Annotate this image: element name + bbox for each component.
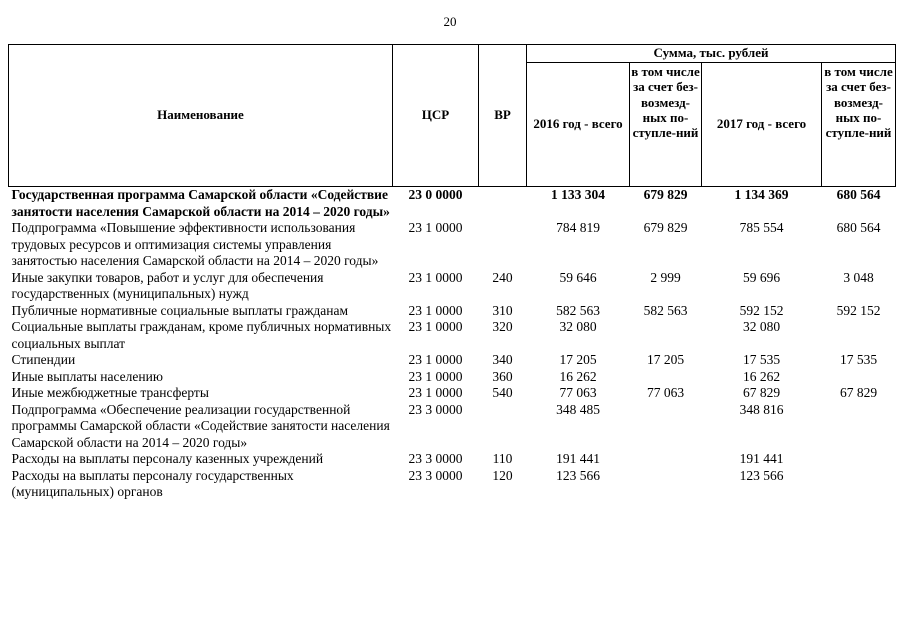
- cell-2016-free: [630, 468, 702, 501]
- cell-2017-total: 67 829: [742, 385, 781, 400]
- cell-2017-total: 348 816: [739, 401, 784, 417]
- table-row: [9, 352, 896, 369]
- table-row: [9, 451, 896, 468]
- cell-2017-total: 785 554: [739, 220, 784, 235]
- cell-csr: 23 1 0000: [408, 319, 463, 334]
- cell-name: Социальные выплаты гражданам, кроме публичных нормативных социальных выплат: [11, 319, 392, 351]
- table-row: [9, 402, 896, 452]
- table-row: [9, 319, 896, 352]
- cell-name: Подпрограмма «Повышение эффективности использования трудовых ресурсов и оптимизация системы управления занятостью населения Самарской области на 2014 – 2020 годы»: [11, 220, 379, 268]
- cell-name: Иные закупки товаров, работ и услуг для обеспечения государственных (муниципальных) нужд: [11, 269, 324, 301]
- cell-2016-free: [630, 402, 702, 452]
- cell-2017-total: 592 152: [739, 302, 784, 318]
- cell-2016-total: 191 441: [556, 451, 600, 466]
- cell-vr: [479, 220, 527, 270]
- table-row: [9, 369, 896, 386]
- cell-csr: 23 3 0000: [408, 451, 463, 466]
- table-row: [9, 303, 896, 320]
- cell-vr: 320: [492, 319, 513, 334]
- header-name: Наименование: [9, 45, 393, 187]
- cell-name: Публичные нормативные социальные выплаты гражданам: [11, 302, 349, 318]
- header-csr: ЦСР: [393, 45, 479, 187]
- cell-vr: 110: [492, 451, 513, 466]
- cell-name: Расходы на выплаты персоналу государственных (муниципальных) органов: [11, 467, 294, 499]
- cell-2017-free: 67 829: [839, 385, 878, 400]
- cell-2016-total: 784 819: [556, 220, 600, 235]
- cell-name: Иные межбюджетные трансферты: [11, 385, 209, 400]
- cell-2016-free: [630, 319, 702, 352]
- cell-name: Расходы на выплаты персоналу казенных учреждений: [11, 451, 324, 466]
- cell-name: Иные выплаты населению: [11, 368, 163, 384]
- cell-2017-total: 17 535: [742, 352, 781, 367]
- budget-table: [8, 44, 896, 501]
- table-row: [9, 220, 896, 270]
- cell-vr: 340: [492, 352, 513, 367]
- cell-name: Подпрограмма «Обеспечение реализации государственной программы Самарской области «Содействие занятости населения Самарской области на 2014 – 2020 годы»: [11, 401, 390, 450]
- cell-csr: 23 0 0000: [393, 187, 479, 221]
- cell-csr: 23 1 0000: [408, 368, 463, 384]
- cell-2017-total: 59 696: [742, 269, 781, 285]
- cell-2017-total: 123 566: [739, 467, 784, 483]
- cell-2017-free: [822, 451, 896, 468]
- table-row: [9, 385, 896, 402]
- page-number: 20: [443, 14, 457, 29]
- cell-vr: 310: [492, 302, 513, 318]
- cell-csr: 23 1 0000: [408, 269, 463, 285]
- cell-vr: 540: [492, 385, 513, 400]
- cell-2017-free: 3 048: [843, 269, 874, 285]
- cell-vr: 360: [492, 368, 513, 384]
- cell-csr: 23 1 0000: [408, 385, 463, 400]
- cell-csr: 23 1 0000: [408, 302, 463, 318]
- cell-csr: 23 3 0000: [408, 467, 463, 483]
- cell-2017-free: 17 535: [839, 352, 878, 367]
- cell-2016-total: 123 566: [556, 467, 600, 483]
- header-2016-total: 2016 год - всего: [527, 63, 630, 187]
- cell-vr: 120: [492, 467, 513, 483]
- cell-2016-free: 77 063: [646, 385, 685, 400]
- cell-2016-total: 17 205: [559, 352, 597, 367]
- header-2017-free: в том числе за счет без-возмезд-ных по-ступле-ний: [822, 63, 896, 187]
- cell-vr: 240: [492, 269, 513, 285]
- cell-vr: [479, 402, 527, 452]
- cell-2017-total: 191 441: [739, 451, 784, 466]
- cell-2017-free: [822, 319, 896, 352]
- cell-csr: 23 1 0000: [408, 220, 463, 235]
- cell-2016-free: [630, 369, 702, 386]
- table-row: [9, 187, 896, 221]
- table-row: [9, 270, 896, 303]
- cell-csr: 23 1 0000: [408, 352, 463, 367]
- cell-2017-free: 592 152: [836, 302, 881, 318]
- table-body: [9, 187, 896, 501]
- cell-2016-free: 679 829: [643, 220, 688, 235]
- header-vr: ВР: [479, 45, 527, 187]
- header-sum-group: Сумма, тыс. рублей: [527, 45, 896, 63]
- cell-2017-free: [822, 402, 896, 452]
- cell-2017-free: 680 564: [836, 220, 881, 235]
- cell-2016-free: 582 563: [643, 302, 688, 318]
- cell-vr: [479, 187, 527, 221]
- cell-2016-total: 582 563: [556, 302, 600, 318]
- cell-name: Стипендии: [11, 352, 76, 367]
- table-row: [9, 468, 896, 501]
- cell-name: Государственная программа Самарской области «Содействие занятости населения Самарской области на 2014 – 2020 годы»: [9, 187, 393, 221]
- cell-2016-free: [630, 451, 702, 468]
- cell-2017-total: 16 262: [742, 368, 781, 384]
- cell-2017-free: 680 564: [822, 187, 896, 221]
- table-header: [9, 45, 896, 187]
- cell-2016-free: 17 205: [646, 352, 685, 367]
- cell-2016-total: 1 133 304: [527, 187, 630, 221]
- cell-2016-total: 77 063: [559, 385, 597, 400]
- cell-2016-total: 32 080: [559, 319, 597, 334]
- cell-csr: 23 3 0000: [408, 401, 463, 417]
- cell-2016-total: 59 646: [559, 269, 597, 285]
- cell-2016-total: 16 262: [559, 368, 597, 384]
- header-2017-total: 2017 год - всего: [702, 63, 822, 187]
- cell-2017-total: 32 080: [742, 319, 781, 334]
- cell-2016-total: 348 485: [556, 401, 600, 417]
- cell-2017-total: 1 134 369: [702, 187, 822, 221]
- header-2016-free: в том числе за счет без-возмезд-ных по-ступле-ний: [630, 63, 702, 187]
- cell-2017-free: [822, 468, 896, 501]
- cell-2016-free: 2 999: [650, 269, 681, 285]
- cell-2017-free: [822, 369, 896, 386]
- cell-2016-free: 679 829: [630, 187, 702, 221]
